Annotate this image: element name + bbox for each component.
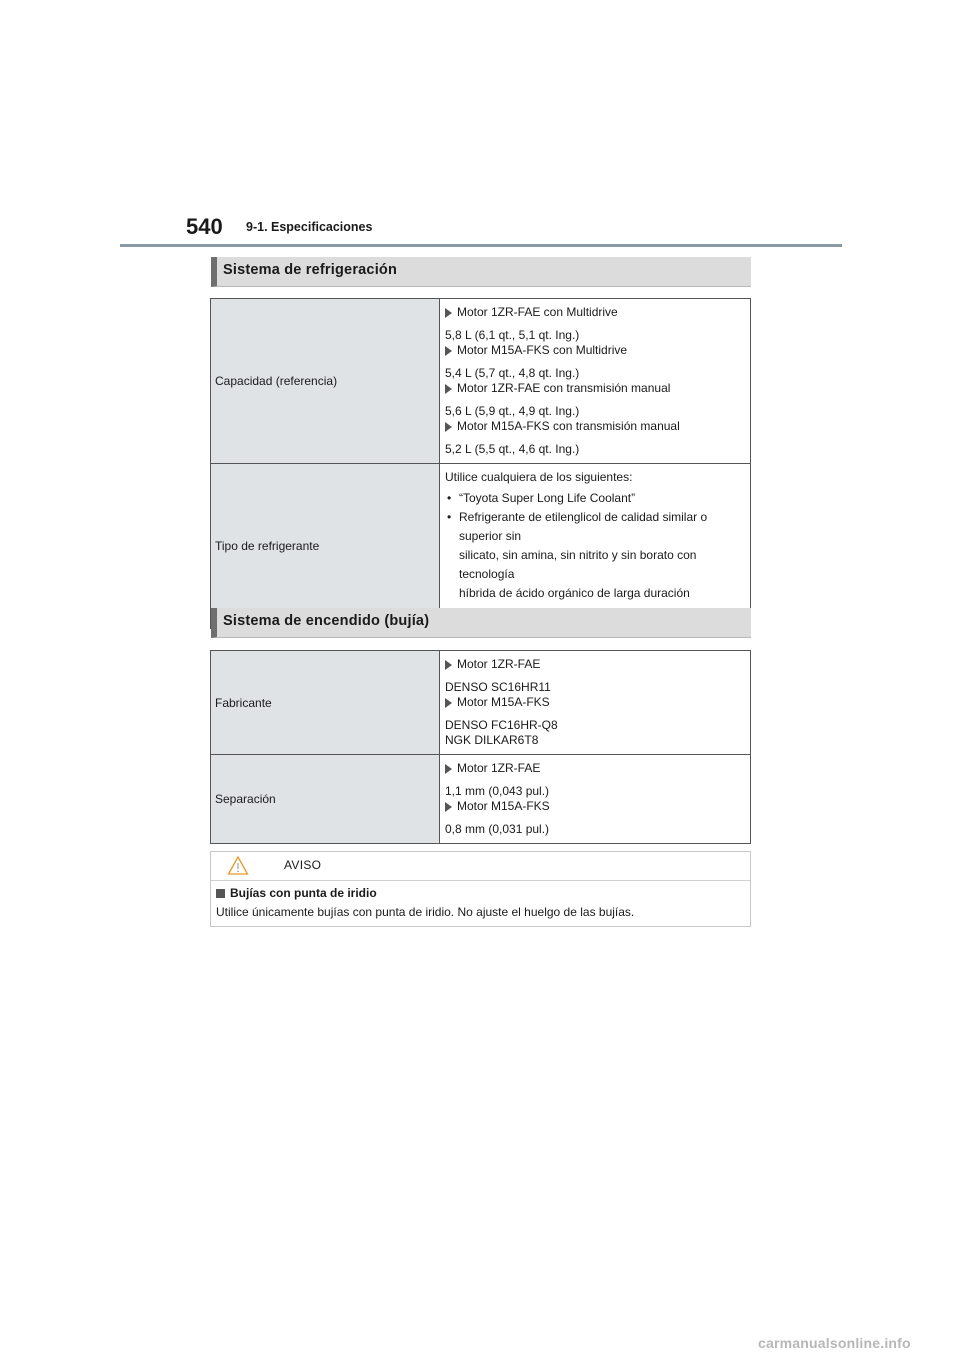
row-label: Tipo de refrigerante bbox=[211, 464, 440, 629]
engine-value: 5,4 L (5,7 qt., 4,8 qt. Ing.) bbox=[445, 366, 580, 380]
triangle-bullet-icon bbox=[445, 384, 452, 394]
list-item bbox=[445, 489, 745, 508]
bullet-text: Refrigerante de etilenglicol de calidad similar o superior sin bbox=[459, 510, 708, 543]
bullet-dot-icon: • bbox=[447, 510, 452, 524]
engine-value: DENSO FC16HR-Q8 bbox=[445, 718, 558, 732]
engine-item bbox=[445, 657, 745, 672]
row-value bbox=[440, 651, 751, 755]
list-item-continuation bbox=[445, 546, 745, 584]
table-row bbox=[211, 464, 751, 629]
bullet-text: híbrida de ácido orgánico de larga duración bbox=[459, 586, 690, 600]
header-rule bbox=[120, 244, 842, 247]
engine-value: DENSO SC16HR11 bbox=[445, 680, 551, 694]
engine-item bbox=[445, 799, 745, 814]
triangle-bullet-icon bbox=[445, 422, 452, 432]
bullet-text: silicato, sin amina, sin nitrito y sin borato con tecnología bbox=[459, 548, 697, 581]
triangle-bullet-icon bbox=[445, 764, 452, 774]
engine-value: 0,8 mm (0,031 pul.) bbox=[445, 822, 550, 836]
engine-label: Motor 1ZR-FAE con Multidrive bbox=[457, 305, 618, 319]
row-label: Capacidad (referencia) bbox=[211, 299, 440, 464]
list-item-continuation bbox=[445, 584, 745, 603]
engine-item bbox=[445, 761, 745, 776]
engine-label: Motor 1ZR-FAE con transmisión manual bbox=[457, 381, 671, 395]
engine-value: NGK DILKAR6T8 bbox=[445, 733, 539, 747]
row-value bbox=[440, 299, 751, 464]
table-row bbox=[211, 755, 751, 844]
aviso-body bbox=[211, 881, 750, 924]
row-label: Separación bbox=[211, 755, 440, 844]
ignition-section-title: Sistema de encendido (bujía) bbox=[223, 613, 430, 629]
triangle-bullet-icon bbox=[445, 802, 452, 812]
engine-value: 5,8 L (6,1 qt., 5,1 qt. Ing.) bbox=[445, 328, 580, 342]
cooling-spec-table bbox=[210, 298, 751, 629]
aviso-label: AVISO bbox=[284, 858, 322, 872]
coolant-intro: Utilice cualquiera de los siguientes: bbox=[445, 470, 633, 484]
engine-value: 5,2 L (5,5 qt., 4,6 qt. Ing.) bbox=[445, 442, 580, 456]
section-label: 9-1. Especificaciones bbox=[246, 220, 373, 234]
triangle-bullet-icon bbox=[445, 308, 452, 318]
engine-item bbox=[445, 381, 745, 396]
engine-value: 5,6 L (5,9 qt., 4,9 qt. Ing.) bbox=[445, 404, 580, 418]
engine-label: Motor M15A-FKS bbox=[457, 799, 550, 813]
page-number: 540 bbox=[186, 214, 223, 239]
bullet-text: “Toyota Super Long Life Coolant” bbox=[459, 491, 636, 505]
engine-label: Motor M15A-FKS con transmisión manual bbox=[457, 419, 680, 433]
triangle-bullet-icon bbox=[445, 698, 452, 708]
row-label: Fabricante bbox=[211, 651, 440, 755]
list-item bbox=[445, 508, 745, 546]
engine-value: 1,1 mm (0,043 pul.) bbox=[445, 784, 550, 798]
ignition-section-heading bbox=[211, 608, 751, 638]
aviso-title-text: Bujías con punta de iridio bbox=[230, 886, 377, 900]
cooling-section-heading bbox=[211, 257, 751, 287]
row-value bbox=[440, 755, 751, 844]
warning-icon bbox=[227, 855, 249, 876]
engine-item bbox=[445, 419, 745, 434]
engine-item bbox=[445, 695, 745, 710]
triangle-bullet-icon bbox=[445, 660, 452, 670]
bullet-dot-icon: • bbox=[447, 491, 452, 505]
table-row bbox=[211, 299, 751, 464]
cooling-section-title: Sistema de refrigeración bbox=[223, 262, 398, 278]
engine-label: Motor M15A-FKS con Multidrive bbox=[457, 343, 628, 357]
square-bullet-icon bbox=[216, 889, 225, 898]
engine-label: Motor 1ZR-FAE bbox=[457, 657, 541, 671]
row-value bbox=[440, 464, 751, 629]
ignition-spec-table bbox=[210, 650, 751, 844]
engine-item bbox=[445, 343, 745, 358]
aviso-title bbox=[216, 885, 745, 901]
engine-label: Motor M15A-FKS bbox=[457, 695, 550, 709]
aviso-text: Utilice únicamente bujías con punta de iridio. No ajuste el huelgo de las bujías. bbox=[216, 905, 635, 919]
triangle-bullet-icon bbox=[445, 346, 452, 356]
aviso-box bbox=[210, 851, 751, 927]
engine-item bbox=[445, 305, 745, 320]
engine-label: Motor 1ZR-FAE bbox=[457, 761, 541, 775]
watermark: carmanualsonline.info bbox=[758, 1335, 911, 1351]
aviso-header bbox=[211, 852, 750, 881]
table-row bbox=[211, 651, 751, 755]
